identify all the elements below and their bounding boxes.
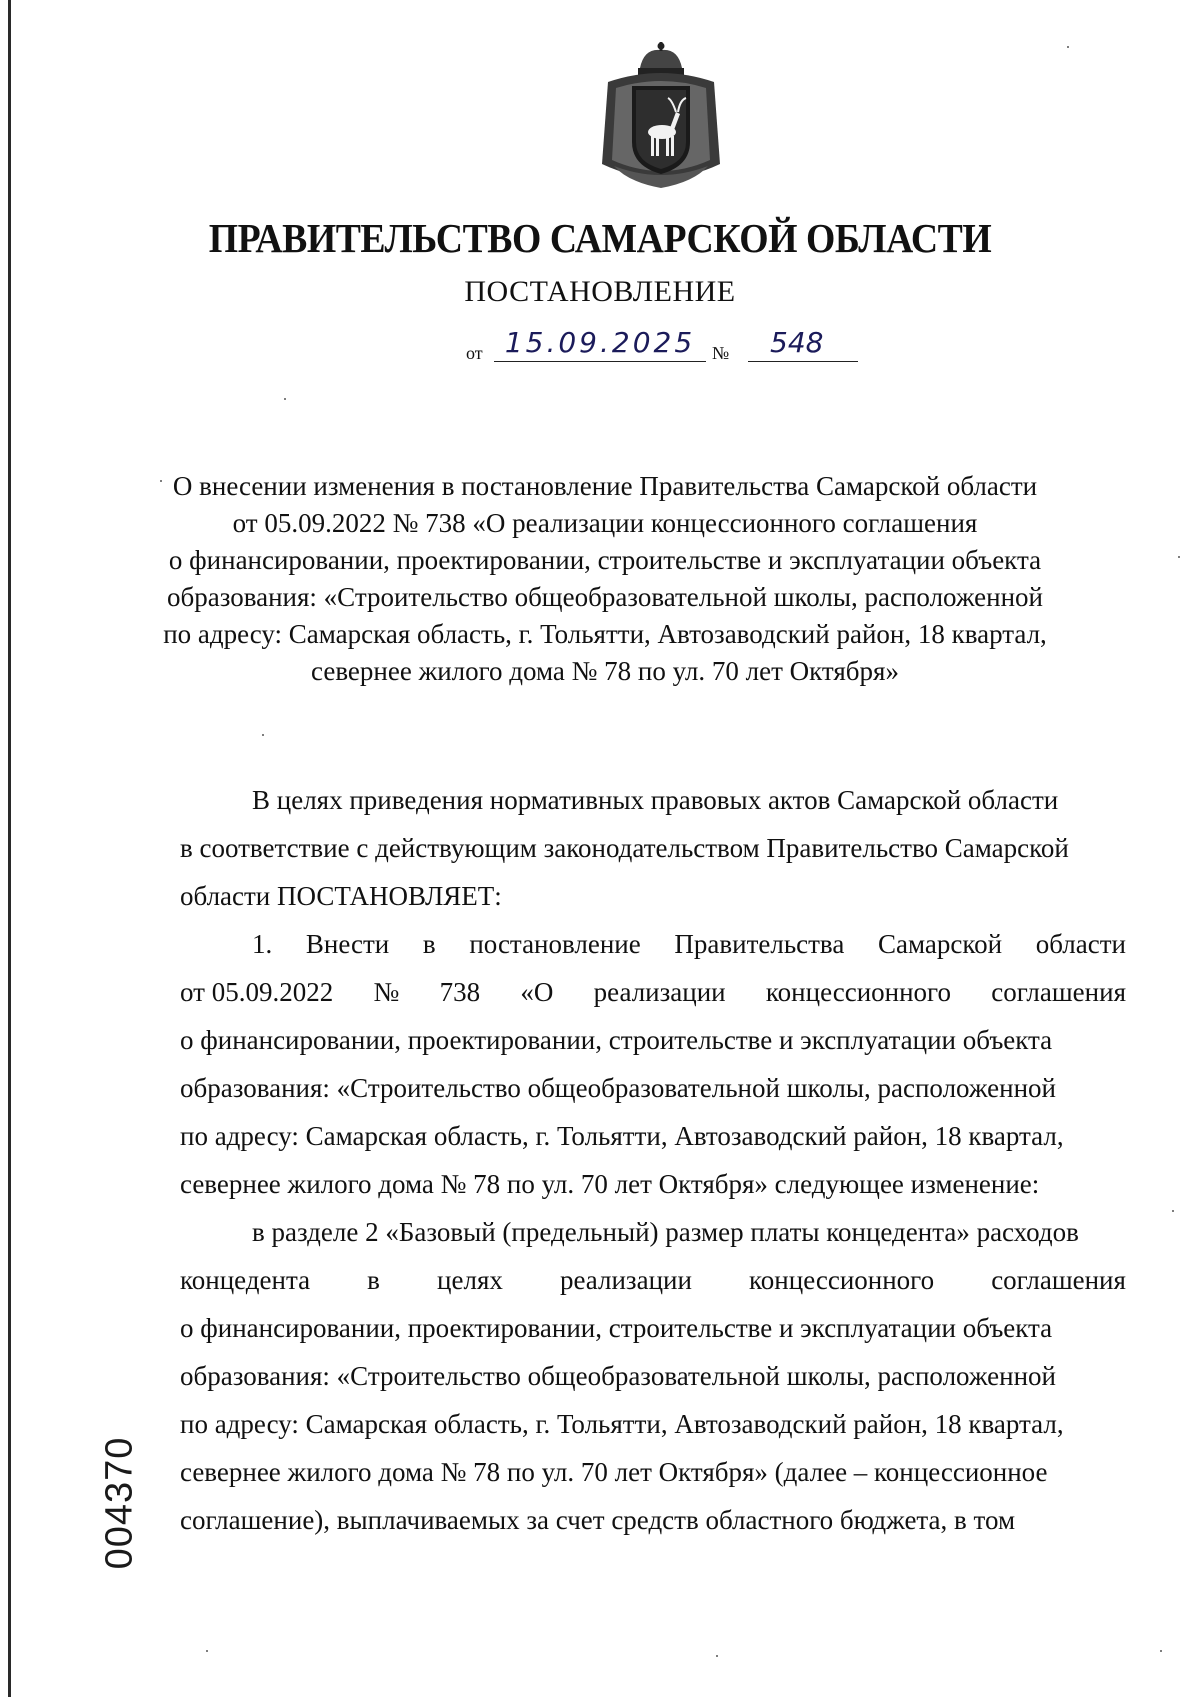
word: области <box>1035 929 1126 959</box>
word: реализации <box>593 977 726 1007</box>
word: 738 <box>439 977 481 1007</box>
body-line: по адресу: Самарская область, г. Тольятти, Автозаводский район, 18 квартал, <box>180 1121 1064 1151</box>
body-line: В целях приведения нормативных правовых актов Самарской области <box>252 785 1059 815</box>
subject-line: от 05.09.2022 № 738 «О реализации концессионного соглашения <box>232 508 978 538</box>
body-line: о финансировании, проектировании, строительстве и эксплуатации объекта <box>180 1313 1053 1343</box>
number-prefix: № <box>712 343 730 363</box>
date-number-line <box>456 326 856 372</box>
subject-line: о финансировании, проектировании, строительстве и эксплуатации объекта <box>168 545 1042 575</box>
scan-speck <box>716 1655 718 1657</box>
scan-speck <box>262 734 264 736</box>
word: Самарской <box>877 929 1003 959</box>
word: целях <box>437 1265 503 1295</box>
body-line: в разделе 2 «Базовый (предельный) размер платы концедента» расходов <box>252 1217 1079 1247</box>
body-line: образования: «Строительство общеобразовательной школы, расположенной <box>180 1361 1056 1391</box>
body-line: образования: «Строительство общеобразовательной школы, расположенной <box>180 1073 1056 1103</box>
body-line <box>180 968 1126 1016</box>
body-line <box>180 1256 1126 1304</box>
word: концессионного <box>765 977 951 1007</box>
subject-line: по адресу: Самарская область, г. Тольятти, Автозаводский район, 18 квартал, <box>163 619 1047 649</box>
scan-speck <box>1172 1210 1174 1212</box>
subject-line: образования: «Строительство общеобразовательной школы, расположенной <box>167 582 1043 612</box>
resolution-body <box>180 776 1126 1544</box>
word: постановление <box>469 929 641 959</box>
scan-speck <box>1067 46 1069 48</box>
word: «О <box>520 977 554 1007</box>
crown-icon <box>638 42 684 76</box>
word: соглашения <box>991 1265 1126 1295</box>
word: в <box>367 1265 380 1295</box>
word: 1. <box>252 929 273 959</box>
handwritten-number: 548 <box>748 325 858 362</box>
body-line: севернее жилого дома № 78 по ул. 70 лет Октября» (далее – концессионное <box>180 1457 1048 1487</box>
subject-line: севернее жилого дома № 78 по ул. 70 лет Октября» <box>311 656 899 686</box>
word: Внести <box>305 929 390 959</box>
scan-speck <box>284 398 286 400</box>
scan-speck <box>206 1650 208 1652</box>
scan-speck <box>1178 556 1180 558</box>
body-line: в соответствие с действующим законодательством Правительство Самарской <box>180 833 1069 863</box>
word: в <box>422 929 436 959</box>
scan-speck <box>160 480 162 482</box>
word: Правительства <box>674 929 845 959</box>
page-edge-line <box>8 0 11 1697</box>
word: соглашения <box>991 977 1126 1007</box>
word: № <box>373 977 400 1007</box>
body-line: области ПОСТАНОВЛЯЕТ: <box>180 881 502 911</box>
document-type: ПОСТАНОВЛЕНИЕ <box>464 275 736 308</box>
scan-speck <box>1160 1650 1162 1652</box>
serial-number-stamp <box>98 1428 142 1578</box>
body-line: о финансировании, проектировании, строительстве и эксплуатации объекта <box>180 1025 1053 1055</box>
word: концессионного <box>749 1265 935 1295</box>
subject-line: О внесении изменения в постановление Правительства Самарской области <box>172 471 1038 501</box>
body-line <box>180 920 1126 968</box>
word: реализации <box>559 1265 692 1295</box>
organization-title: ПРАВИТЕЛЬСТВО САМАРСКОЙ ОБЛАСТИ <box>208 215 992 261</box>
coat-of-arms-icon <box>594 42 728 190</box>
handwritten-date: 15.09.2025 <box>494 325 706 362</box>
word: от 05.09.2022 <box>180 977 334 1007</box>
serial-number: 004370 <box>98 1436 141 1570</box>
body-line: соглашение), выплачиваемых за счет средств областного бюджета, в том <box>180 1505 1016 1535</box>
body-line: по адресу: Самарская область, г. Тольятти, Автозаводский район, 18 квартал, <box>180 1409 1064 1439</box>
body-line: севернее жилого дома № 78 по ул. 70 лет Октября» следующее изменение: <box>180 1169 1040 1199</box>
date-prefix: от <box>466 343 483 363</box>
word: концедента <box>180 1265 311 1295</box>
resolution-subject <box>140 468 1070 690</box>
